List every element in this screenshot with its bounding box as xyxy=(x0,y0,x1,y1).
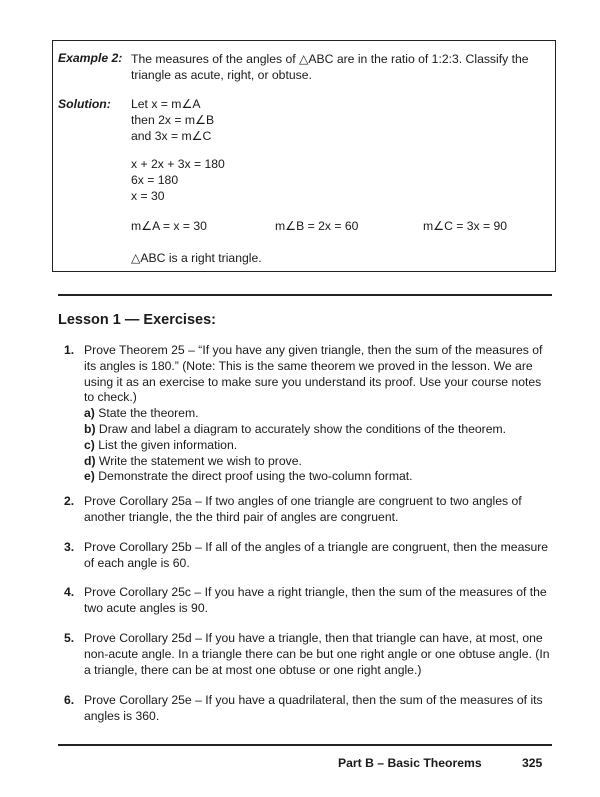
example-label: Example 2: xyxy=(58,51,123,65)
subitem-letter: b) xyxy=(84,421,96,436)
footer-divider xyxy=(58,744,552,746)
exercise-number: 2. xyxy=(64,494,75,508)
exercise-number: 6. xyxy=(64,693,75,707)
solution-line: then 2x = m∠B xyxy=(131,113,215,127)
subitem-text: Demonstrate the direct proof using the two-column format. xyxy=(98,469,413,484)
lesson-heading: Lesson 1 — Exercises: xyxy=(58,312,216,328)
exercise-item xyxy=(64,494,554,526)
exercise-item xyxy=(64,585,554,617)
subitem-text: Draw and label a diagram to accurately show the conditions of the theorem. xyxy=(98,421,507,436)
subitem-letter: d) xyxy=(84,453,96,468)
subitem-letter: c) xyxy=(84,437,95,452)
exercise-item xyxy=(64,631,554,678)
exercise-number: 4. xyxy=(64,585,75,599)
solution-line: 6x = 180 xyxy=(131,173,179,187)
exercise-text: Prove Theorem 25 – “If you have any given triangle, then the sum of the measures of its angles is 180.” (Note: This is the same theorem we proved in the lesson. We are using it as an exercise to make sure you understand its proof. Use your course notes to check.) xyxy=(84,343,543,405)
page-number: 325 xyxy=(522,756,543,770)
example-text: The measures of the angles of △ABC are in the ratio of 1:2:3. Classify the triangle as acute, right, or obtuse. xyxy=(131,52,529,82)
angle-a-value: m∠A = x = 30 xyxy=(131,219,207,233)
subitem-letter: a) xyxy=(84,406,95,421)
exercise-subitem xyxy=(84,454,554,470)
solution-line: x + 2x + 3x = 180 xyxy=(131,157,225,171)
angle-c-value: m∠C = 3x = 90 xyxy=(423,219,508,233)
exercise-subitem xyxy=(84,438,554,454)
solution-line: Let x = m∠A xyxy=(131,97,201,111)
solution-line: and 3x = m∠C xyxy=(131,129,212,143)
exercise-text: Prove Corollary 25c – If you have a right triangle, then the sum of the measures of the two acute angles is 90. xyxy=(84,585,547,615)
exercise-subitem xyxy=(84,469,554,485)
exercise-text: Prove Corollary 25b – If all of the angles of a triangle are congruent, then the measure of each angle is 60. xyxy=(84,540,549,570)
solution-line: x = 30 xyxy=(131,189,165,203)
subitem-text: List the given information. xyxy=(98,437,238,452)
exercise-item xyxy=(64,540,554,572)
exercise-text: Prove Corollary 25d – If you have a triangle, then that triangle can have, at most, one non-acute angle. In a triangle there can be but one right angle or one obtuse angle. (In a triangle, there can be at most one obtuse or one right angle.) xyxy=(84,631,550,677)
exercise-number: 5. xyxy=(64,631,75,645)
exercise-text: Prove Corollary 25a – If two angles of one triangle are congruent to two angles of another triangle, the the third pair of angles are congruent. xyxy=(84,494,522,524)
exercise-number: 3. xyxy=(64,540,75,554)
subitem-text: State the theorem. xyxy=(98,406,199,421)
exercise-item xyxy=(64,343,554,485)
example-box xyxy=(52,40,556,272)
exercise-text: Prove Corollary 25e – If you have a quadrilateral, then the sum of the measures of its angles is 360. xyxy=(84,693,543,723)
section-divider xyxy=(58,294,552,296)
solution-label: Solution: xyxy=(58,97,111,111)
footer-section-title: Part B – Basic Theorems xyxy=(338,756,482,770)
exercise-subitem xyxy=(84,422,554,438)
exercise-subitem xyxy=(84,406,554,422)
exercise-item xyxy=(64,693,554,725)
exercise-number: 1. xyxy=(64,343,75,357)
subitem-letter: e) xyxy=(84,469,95,484)
subitem-text: Write the statement we wish to prove. xyxy=(98,453,302,468)
solution-conclusion: △ABC is a right triangle. xyxy=(131,251,262,265)
angle-b-value: m∠B = 2x = 60 xyxy=(275,219,359,233)
